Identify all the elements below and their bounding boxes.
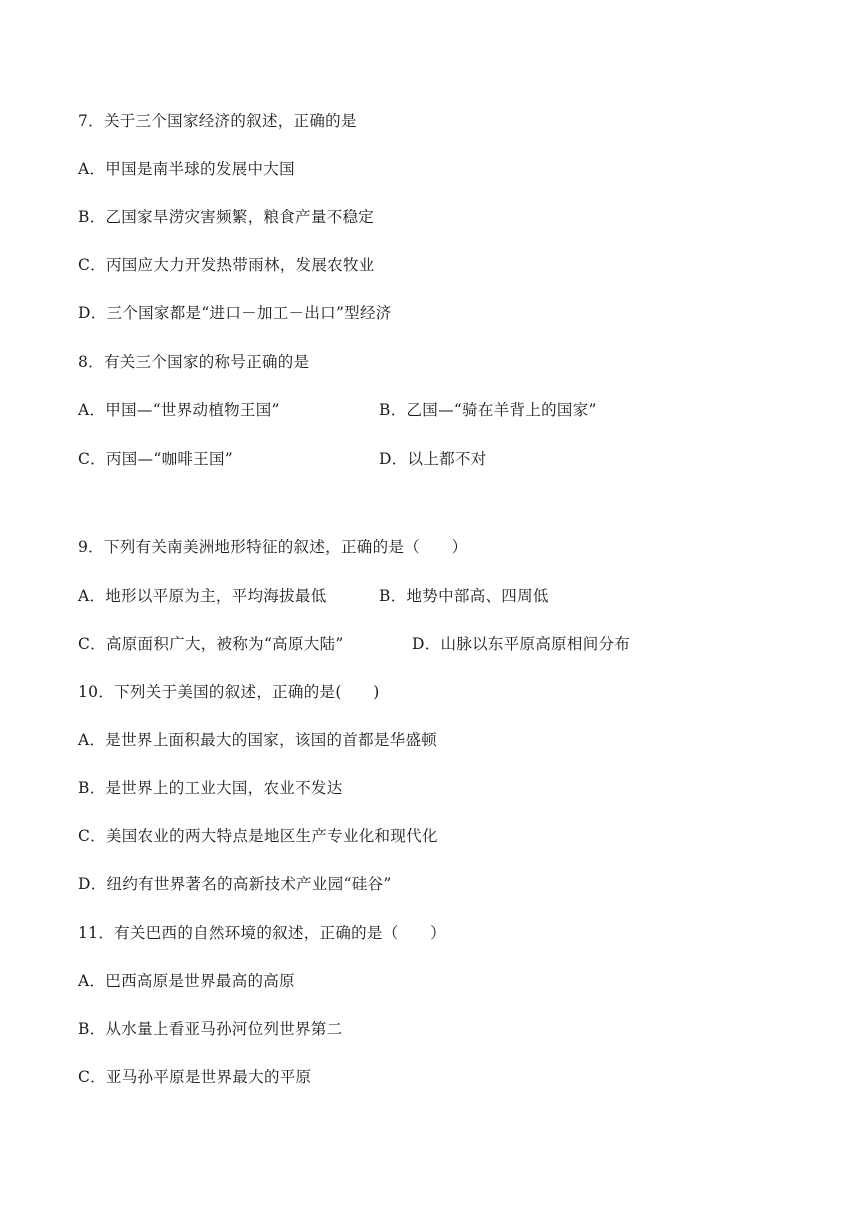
question-11-option-a: A．巴西高原是世界最高的高原	[78, 972, 295, 990]
question-8-option-c: C．丙国—“咖啡王国”	[78, 450, 234, 468]
question-7-stem: 7．关于三个国家经济的叙述，正确的是	[78, 112, 357, 130]
question-8-option-d: D．以上都不对	[379, 450, 487, 468]
question-10-option-d: D．纽约有世界著名的高新技术产业园“硅谷”	[78, 875, 392, 893]
question-7-option-d: D．三个国家都是“进口－加工－出口”型经济	[78, 304, 392, 322]
question-9-option-a: A．地形以平原为主，平均海拔最低	[78, 587, 327, 605]
question-7-option-a: A．甲国是南半球的发展中大国	[78, 160, 295, 178]
question-9-option-c: C．高原面积广大，被称为“高原大陆”	[78, 635, 344, 653]
question-8-option-b: B．乙国—“骑在羊背上的国家”	[379, 401, 597, 419]
question-11-option-c: C．亚马孙平原是世界最大的平原	[78, 1068, 312, 1086]
question-11-option-b: B．从水量上看亚马孙河位列世界第二	[78, 1020, 343, 1038]
question-9-option-b: B．地势中部高、四周低	[379, 587, 549, 605]
question-10-option-b: B．是世界上的工业大国，农业不发达	[78, 779, 343, 797]
question-9-option-d: D．山脉以东平原高原相间分布	[412, 635, 631, 653]
question-10-option-c: C．美国农业的两大特点是地区生产专业化和现代化	[78, 827, 438, 845]
question-7-option-c: C．丙国应大力开发热带雨林，发展农牧业	[78, 256, 375, 274]
question-10-stem: 10．下列关于美国的叙述，正确的是( )	[78, 683, 380, 701]
question-8-option-a: A．甲国—“世界动植物王国”	[78, 401, 280, 419]
question-7-option-b: B．乙国家旱涝灾害频繁，粮食产量不稳定	[78, 208, 375, 226]
question-9-stem: 9．下列有关南美洲地形特征的叙述，正确的是（ ）	[78, 538, 468, 556]
question-11-stem: 11．有关巴西的自然环境的叙述，正确的是（ ）	[78, 924, 446, 942]
question-8-stem: 8．有关三个国家的称号正确的是	[78, 353, 310, 371]
question-10-option-a: A．是世界上面积最大的国家，该国的首都是华盛顿	[78, 731, 438, 749]
